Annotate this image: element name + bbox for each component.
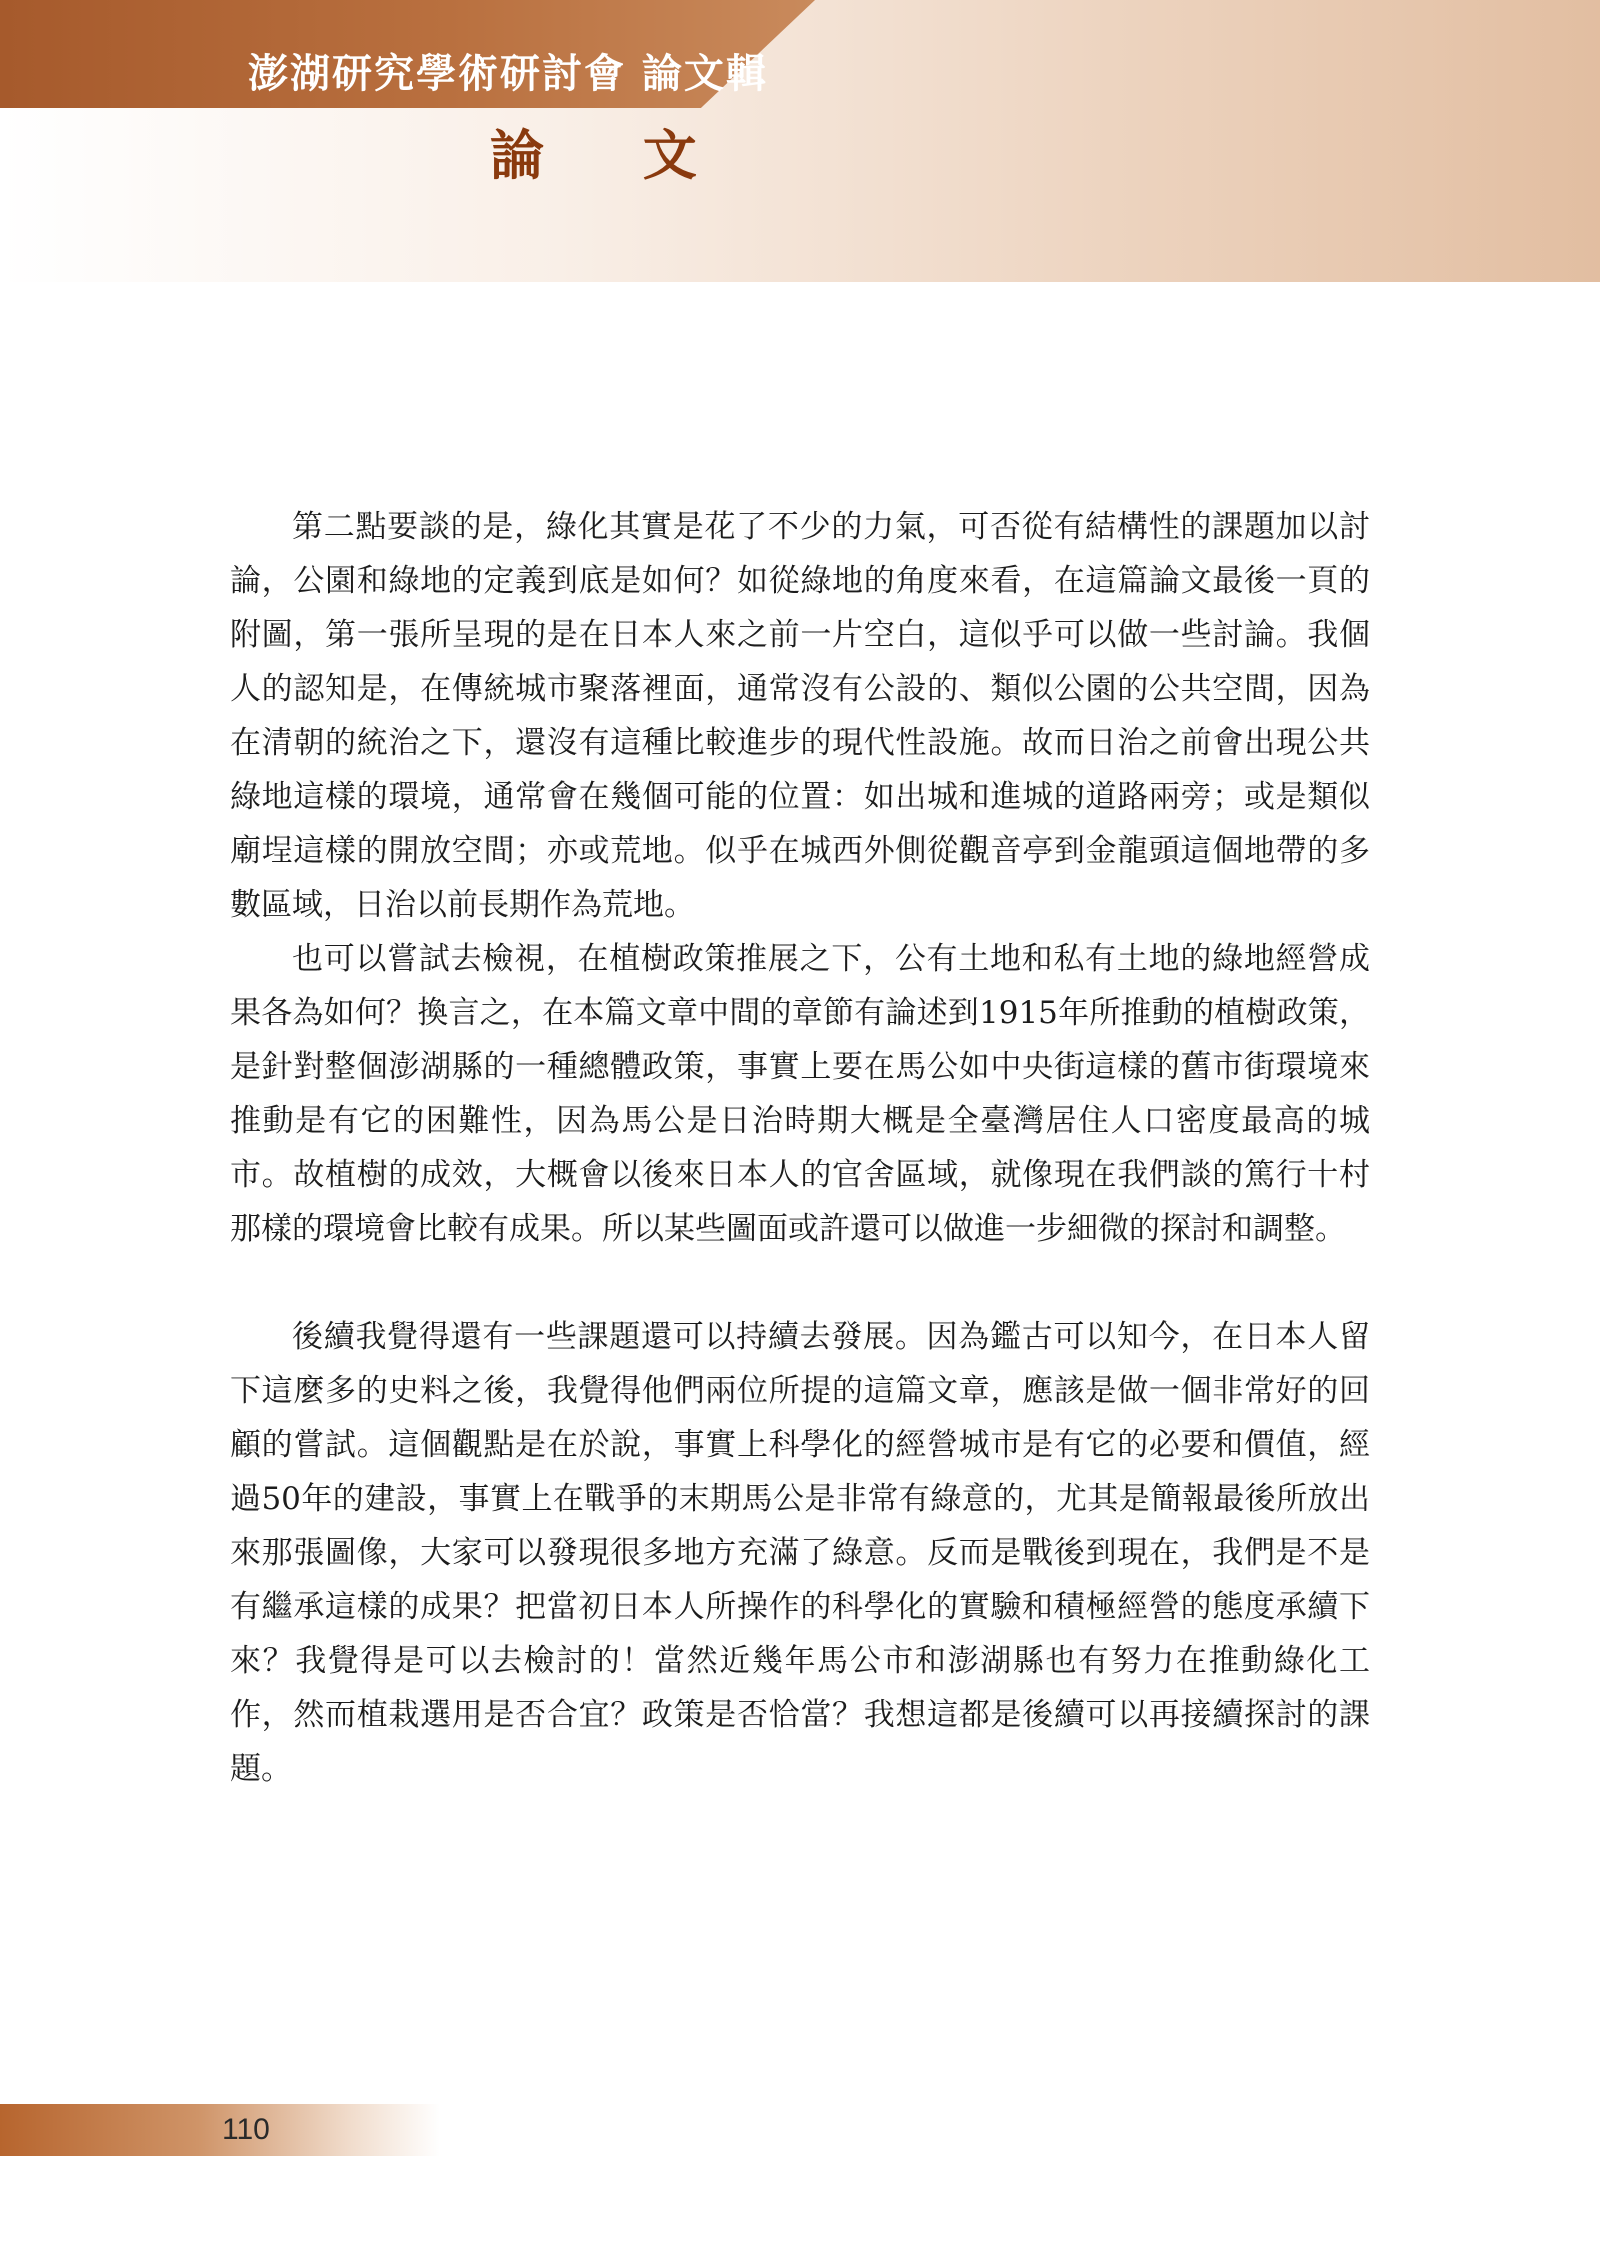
page-number: 110: [222, 2113, 270, 2146]
journal-title: 澎湖研究學術研討會 論文輯: [248, 50, 768, 97]
paragraph: 後續我覺得還有一些課題還可以持續去發展。因為鑑古可以知今，在日本人留下這麼多的史料之後，我覺得他們兩位所提的這篇文章，應該是做一個非常好的回顧的嘗試。這個觀點是在於說，事實上科學化的經營城市是有它的必要和價值，經過50年的建設，事實上在戰爭的末期馬公是非常有綠意的，尤其是簡報最後所放出來那張圖像，大家可以發現很多地方充滿了綠意。反而是戰後到現在，我們是不是有繼承這樣的成果？把當初日本人所操作的科學化的實驗和積極經營的態度承續下來？我覺得是可以去檢討的！當然近幾年馬公市和澎湖縣也有努力在推動綠化工作，然而植栽選用是否合宜？政策是否恰當？我想這都是後續可以再接續探討的課題。: [230, 1319, 1370, 1787]
paragraph-gap: [230, 1256, 1370, 1310]
article-body: [230, 500, 1370, 1796]
paragraph: 也可以嘗試去檢視，在植樹政策推展之下，公有土地和私有土地的綠地經營成果各為如何？換言之，在本篇文章中間的章節有論述到1915年所推動的植樹政策，是針對整個澎湖縣的一種總體政策，事實上要在馬公如中央街這樣的舊市街環境來推動是有它的困難性，因為馬公是日治時期大概是全臺灣居住人口密度最高的城市。故植樹的成效，大概會以後來日本人的官舍區域，就像現在我們談的篤行十村那樣的環境會比較有成果。所以某些圖面或許還可以做進一步細微的探討和調整。: [230, 941, 1370, 1247]
footer-band: [0, 2104, 440, 2156]
paragraph: 第二點要談的是，綠化其實是花了不少的力氣，可否從有結構性的課題加以討論，公園和綠地的定義到底是如何？如從綠地的角度來看，在這篇論文最後一頁的附圖，第一張所呈現的是在日本人來之前一片空白，這似乎可以做一些討論。我個人的認知是，在傳統城市聚落裡面，通常沒有公設的、類似公園的公共空間，因為在清朝的統治之下，還沒有這種比較進步的現代性設施。故而日治之前會出現公共綠地這樣的環境，通常會在幾個可能的位置：如出城和進城的道路兩旁；或是類似廟埕這樣的開放空間；亦或荒地。似乎在城西外側從觀音亭到金龍頭這個地帶的多數區域，日治以前長期作為荒地。: [230, 509, 1370, 923]
section-title: 論 文: [490, 123, 737, 187]
